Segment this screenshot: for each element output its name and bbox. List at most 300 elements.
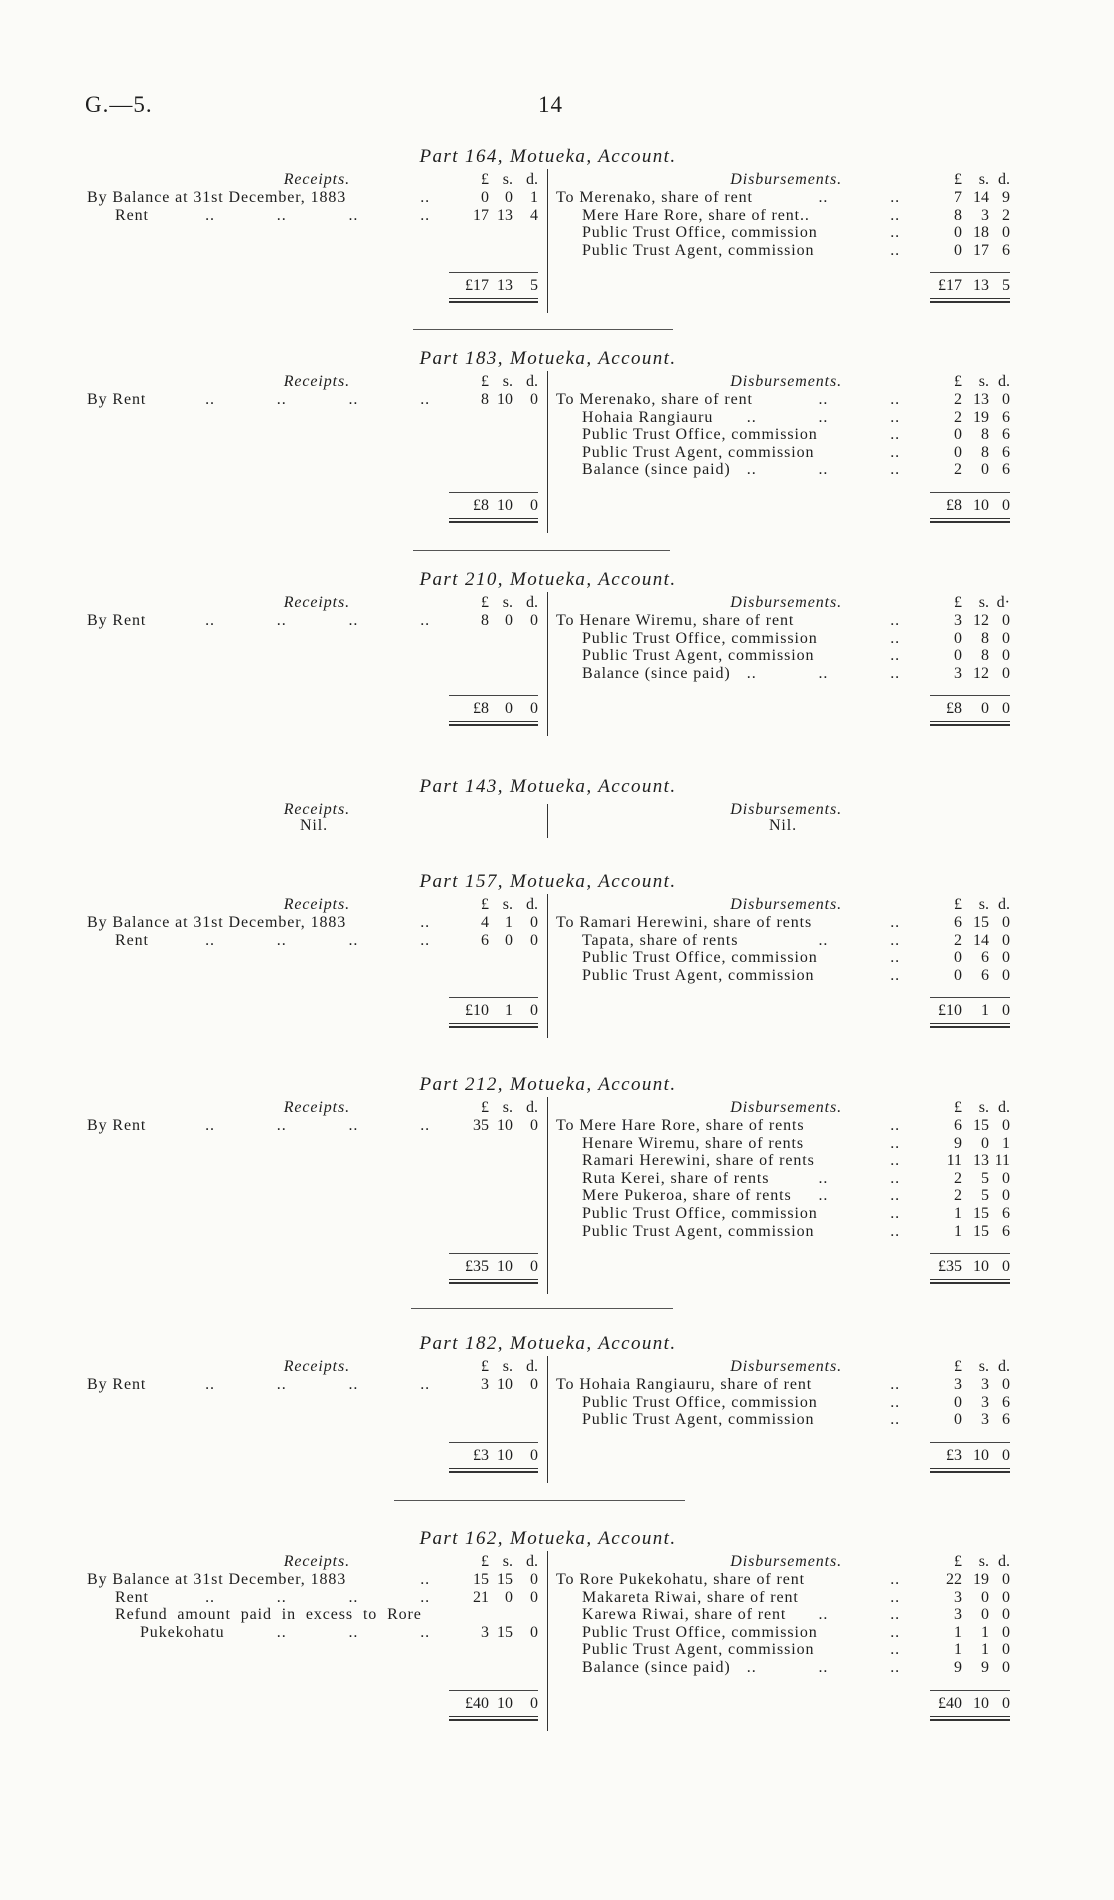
disbursements-total-shillings: 10 <box>973 1446 989 1464</box>
receipts-nil: Nil. <box>299 817 329 834</box>
disbursement-pounds: 0 <box>954 224 962 242</box>
leader-dots: .. <box>890 1571 900 1588</box>
receipts-total-shillings: 0 <box>505 700 513 718</box>
account-title: Part 212, Motueka, Account. <box>419 1074 677 1095</box>
disbursements-sum-rule <box>930 1442 1010 1443</box>
leader-dots: .. .. .. .. <box>205 612 430 629</box>
disbursement-pence: 1 <box>1002 1134 1010 1152</box>
disbursement-pounds: 6 <box>954 1117 962 1134</box>
disbursements-total-pounds: £17 <box>938 277 962 295</box>
disbursement-pence: 0 <box>1002 1606 1010 1624</box>
disbursement-pounds: 0 <box>954 443 962 461</box>
receipts-sum-rule <box>449 1253 538 1254</box>
receipt-pence: 0 <box>530 1623 538 1641</box>
leader-dots: .. .. .. .. <box>205 1117 430 1134</box>
column-divider <box>547 169 548 313</box>
disbursement-shillings: 12 <box>973 664 989 682</box>
account-title: Part 157, Motueka, Account. <box>419 871 677 892</box>
disbursement-pence: 6 <box>1002 408 1010 426</box>
disbursements-heading: Disbursements. <box>730 373 842 390</box>
receipts-heading: Receipts. <box>283 594 350 611</box>
column-divider <box>547 1356 548 1483</box>
leader-dots: .. <box>420 1571 430 1588</box>
receipts-total-pence: 0 <box>530 700 538 718</box>
leader-dots: .. <box>890 1134 900 1152</box>
leader-dots: .. <box>890 1588 900 1606</box>
receipts-total-pence: 0 <box>530 497 538 514</box>
disbursement-shillings: 8 <box>981 426 989 444</box>
receipts-heading: Receipts. <box>283 373 350 390</box>
disbursements-total-pence: 0 <box>1002 1258 1010 1276</box>
disbursement-shillings: 9 <box>981 1659 989 1676</box>
disbursement-pence: 0 <box>1002 629 1010 647</box>
receipt-pounds: 8 <box>481 391 489 408</box>
leader-dots: .. <box>890 1376 900 1393</box>
receipt-pence: 0 <box>530 1588 538 1606</box>
leader-dots: .. <box>890 443 900 461</box>
disbursement-shillings: 15 <box>973 1205 989 1222</box>
disbursement-shillings: 5 <box>981 1187 989 1205</box>
disbursement-pounds: 2 <box>954 391 962 408</box>
disbursements-heading: Disbursements. <box>730 1358 842 1375</box>
disbursement-pounds: 22 <box>946 1571 962 1588</box>
disbursement-pence: 0 <box>1002 1641 1010 1659</box>
column-divider <box>547 371 548 533</box>
receipt-pounds: 3 <box>481 1376 489 1393</box>
leader-dots: .. <box>890 1205 900 1222</box>
receipts-total-shillings: 1 <box>505 1002 513 1020</box>
disbursement-pence: 6 <box>1002 1411 1010 1429</box>
leader-dots: .. .. .. <box>746 664 900 682</box>
disbursements-sum-rule <box>930 1690 1010 1691</box>
disbursement-shillings: 13 <box>973 1152 989 1170</box>
disbursement-shillings: 3 <box>981 1393 989 1411</box>
receipts-heading: Receipts. <box>283 896 350 913</box>
disbursement-pounds: 3 <box>954 1606 962 1624</box>
disbursements-total-pounds: £8 <box>946 497 962 514</box>
account-separator <box>413 329 673 330</box>
receipts-total-pence: 0 <box>530 1258 538 1276</box>
receipt-pounds: 0 <box>481 189 489 206</box>
disbursement-pence: 9 <box>1002 189 1010 206</box>
receipts-pence-heading: d. <box>526 171 538 188</box>
disbursements-sum-rule <box>930 1253 1010 1254</box>
receipt-pence: 0 <box>530 931 538 949</box>
receipts-shillings-heading: s. <box>502 896 513 913</box>
disbursement-shillings: 8 <box>981 647 989 665</box>
receipt-shillings: 15 <box>497 1571 513 1588</box>
disbursement-pounds: 2 <box>954 1169 962 1187</box>
receipts-total-pounds: £17 <box>465 277 489 295</box>
disbursement-pence: 0 <box>1002 612 1010 629</box>
disbursement-pounds: 9 <box>954 1659 962 1676</box>
disbursement-pounds: 0 <box>954 629 962 647</box>
receipt-pounds: 6 <box>481 931 489 949</box>
receipt-shillings: 0 <box>505 189 513 206</box>
disbursement-line: Henare Wiremu, share of rents <box>582 1134 804 1152</box>
receipt-line: By Rent <box>87 1376 147 1393</box>
disbursements-total-pence: 0 <box>1002 1446 1010 1464</box>
receipts-heading: Receipts. <box>283 1553 350 1570</box>
disbursement-line: Public Trust Office, commission <box>582 1623 818 1641</box>
receipts-total-shillings: 10 <box>497 497 513 514</box>
disbursement-pounds: 1 <box>954 1641 962 1659</box>
receipt-line: Rent <box>115 931 149 949</box>
disbursement-shillings: 8 <box>981 629 989 647</box>
disbursements-pence-heading: d. <box>998 171 1010 188</box>
receipt-pounds: 35 <box>473 1117 489 1134</box>
receipts-pence-heading: d. <box>526 594 538 611</box>
receipts-shillings-heading: s. <box>502 171 513 188</box>
receipt-shillings: 10 <box>497 1376 513 1393</box>
receipt-pounds: 15 <box>473 1571 489 1588</box>
leader-dots: .. <box>890 647 900 665</box>
disbursements-shillings-heading: s. <box>978 1358 989 1375</box>
disbursement-pounds: 9 <box>954 1134 962 1152</box>
account-title: Part 183, Motueka, Account. <box>419 348 677 369</box>
receipts-total-shillings: 10 <box>497 1446 513 1464</box>
receipts-pence-heading: d. <box>526 373 538 390</box>
receipts-pounds-heading: £ <box>481 1358 489 1375</box>
receipts-total-shillings: 10 <box>497 1694 513 1712</box>
disbursement-shillings: 8 <box>981 443 989 461</box>
receipts-pounds-heading: £ <box>481 171 489 188</box>
disbursements-total-double-rule <box>930 298 1010 303</box>
receipts-pence-heading: d. <box>526 1358 538 1375</box>
receipt-line: By Balance at 31st December, 1883 <box>87 189 347 206</box>
disbursements-pence-heading: d. <box>998 1358 1010 1375</box>
disbursements-pence-heading: d. <box>998 1099 1010 1116</box>
leader-dots: .. <box>890 1393 900 1411</box>
disbursements-pence-heading: d. <box>998 896 1010 913</box>
disbursements-total-pence: 0 <box>1002 497 1010 514</box>
disbursements-total-double-rule <box>930 721 1010 726</box>
receipt-shillings: 0 <box>505 931 513 949</box>
disbursement-pence: 6 <box>1002 1393 1010 1411</box>
receipts-total-double-rule <box>449 518 538 523</box>
receipts-heading: Receipts. <box>283 1099 350 1116</box>
disbursement-shillings: 14 <box>973 189 989 206</box>
leader-dots: .. <box>890 1641 900 1659</box>
leader-dots: .. <box>890 224 900 242</box>
receipts-total-shillings: 10 <box>497 1258 513 1276</box>
column-divider <box>547 592 548 736</box>
leader-dots: .. <box>890 206 900 224</box>
disbursement-line: To Rore Pukekohatu, share of rent <box>556 1571 805 1588</box>
disbursement-shillings: 3 <box>981 206 989 224</box>
disbursement-pence: 0 <box>1002 1659 1010 1676</box>
leader-dots: .. <box>420 189 430 206</box>
disbursement-pence: 0 <box>1002 1376 1010 1393</box>
receipts-heading: Receipts. <box>283 171 350 188</box>
disbursement-pounds: 2 <box>954 931 962 949</box>
receipts-total-pounds: £3 <box>473 1446 489 1464</box>
receipts-total-pence: 0 <box>530 1446 538 1464</box>
disbursement-line: To Merenako, share of rent <box>556 189 753 206</box>
disbursement-shillings: 19 <box>973 408 989 426</box>
disbursement-pence: 6 <box>1002 241 1010 259</box>
disbursement-line: Balance (since paid) <box>582 664 731 682</box>
disbursement-shillings: 18 <box>973 224 989 242</box>
disbursement-pounds: 1 <box>954 1205 962 1222</box>
disbursement-line: Public Trust Office, commission <box>582 1205 818 1222</box>
disbursement-pence: 0 <box>1002 1187 1010 1205</box>
receipts-total-double-rule <box>449 298 538 303</box>
disbursement-pounds: 1 <box>954 1222 962 1240</box>
disbursements-total-pounds: £8 <box>946 700 962 718</box>
receipt-pence: 1 <box>530 189 538 206</box>
disbursements-total-pounds: £10 <box>938 1002 962 1020</box>
disbursement-pounds: 0 <box>954 1411 962 1429</box>
disbursements-pounds-heading: £ <box>954 1099 962 1116</box>
disbursements-shillings-heading: s. <box>978 171 989 188</box>
receipts-shillings-heading: s. <box>502 1553 513 1570</box>
leader-dots: .. <box>890 1623 900 1641</box>
receipts-total-double-rule <box>449 1279 538 1284</box>
disbursements-heading: Disbursements. <box>730 1553 842 1570</box>
disbursement-pence: 0 <box>1002 224 1010 242</box>
disbursement-pounds: 0 <box>954 949 962 967</box>
disbursement-shillings: 12 <box>973 612 989 629</box>
disbursement-pence: 0 <box>1002 1169 1010 1187</box>
account-separator <box>413 550 670 551</box>
disbursements-total-shillings: 0 <box>981 700 989 718</box>
disbursement-line: Ramari Herewini, share of rents <box>582 1152 815 1170</box>
leader-dots: .. .. .. .. <box>205 1588 430 1606</box>
disbursement-pence: 11 <box>994 1152 1010 1170</box>
disbursement-shillings: 0 <box>981 1134 989 1152</box>
disbursement-pounds: 7 <box>954 189 962 206</box>
disbursement-pence: 0 <box>1002 949 1010 967</box>
disbursement-line: To Mere Hare Rore, share of rents <box>556 1117 805 1134</box>
disbursements-heading: Disbursements. <box>730 1099 842 1116</box>
leader-dots: .. <box>890 1222 900 1240</box>
receipts-shillings-heading: s. <box>502 1099 513 1116</box>
disbursement-pence: 0 <box>1002 391 1010 408</box>
disbursements-total-double-rule <box>930 1279 1010 1284</box>
receipts-pence-heading: d. <box>526 1553 538 1570</box>
receipts-total-pence: 0 <box>530 1002 538 1020</box>
receipt-pence: 0 <box>530 1376 538 1393</box>
account-separator <box>394 1500 685 1501</box>
leader-dots: .. <box>420 914 430 931</box>
leader-dots: .. .. .. .. <box>205 391 430 408</box>
receipts-total-double-rule <box>449 1716 538 1721</box>
disbursement-line: Mere Pukeroa, share of rents <box>582 1187 792 1205</box>
receipts-total-pounds: £40 <box>465 1694 489 1712</box>
disbursements-nil: Nil. <box>768 817 798 834</box>
receipt-pence: 0 <box>530 391 538 408</box>
leader-dots: .. .. .. <box>276 1623 430 1641</box>
disbursement-shillings: 3 <box>981 1376 989 1393</box>
column-divider <box>547 894 548 1038</box>
receipt-pounds: 21 <box>473 1588 489 1606</box>
disbursement-shillings: 3 <box>981 1411 989 1429</box>
receipt-shillings: 13 <box>497 206 513 224</box>
disbursement-shillings: 1 <box>981 1623 989 1641</box>
disbursement-pounds: 0 <box>954 241 962 259</box>
disbursement-pence: 0 <box>1002 914 1010 931</box>
receipt-line: By Balance at 31st December, 1883 <box>87 1571 347 1588</box>
disbursements-pounds-heading: £ <box>954 1553 962 1570</box>
disbursement-pence: 0 <box>1002 664 1010 682</box>
receipt-shillings: 15 <box>497 1623 513 1641</box>
disbursement-line: Balance (since paid) <box>582 461 731 479</box>
disbursements-shillings-heading: s. <box>978 1553 989 1570</box>
receipts-total-pounds: £8 <box>473 497 489 514</box>
disbursement-shillings: 14 <box>973 931 989 949</box>
receipts-total-double-rule <box>449 1023 538 1028</box>
receipt-pence: 0 <box>530 612 538 629</box>
disbursements-total-pounds: £35 <box>938 1258 962 1276</box>
receipt-pounds: 3 <box>481 1623 489 1641</box>
disbursement-shillings: 17 <box>973 241 989 259</box>
disbursements-heading: Disbursements. <box>730 801 842 818</box>
disbursement-pence: 0 <box>1002 1571 1010 1588</box>
disbursement-shillings: 6 <box>981 949 989 967</box>
disbursement-line: To Hohaia Rangiauru, share of rent <box>556 1376 813 1393</box>
disbursement-shillings: 13 <box>973 391 989 408</box>
column-divider <box>547 1551 548 1731</box>
receipt-pounds: 4 <box>481 914 489 931</box>
disbursement-shillings: 15 <box>973 914 989 931</box>
disbursements-pence-heading: d. <box>998 373 1010 390</box>
disbursement-shillings: 15 <box>973 1117 989 1134</box>
leader-dots: .. <box>890 426 900 444</box>
leader-dots: .. <box>890 241 900 259</box>
disbursement-pounds: 0 <box>954 966 962 984</box>
leader-dots: .. .. .. <box>746 461 900 479</box>
receipts-pounds-heading: £ <box>481 373 489 390</box>
receipt-pence: 0 <box>530 1571 538 1588</box>
receipt-shillings: 0 <box>505 1588 513 1606</box>
disbursements-total-pence: 0 <box>1002 700 1010 718</box>
disbursement-pence: 0 <box>1002 1117 1010 1134</box>
disbursement-pounds: 3 <box>954 1588 962 1606</box>
disbursements-total-double-rule <box>930 1716 1010 1721</box>
disbursement-pence: 2 <box>1002 206 1010 224</box>
receipts-total-pounds: £8 <box>473 700 489 718</box>
disbursement-line: Public Trust Office, commission <box>582 1393 818 1411</box>
disbursements-pounds-heading: £ <box>954 373 962 390</box>
disbursement-shillings: 1 <box>981 1641 989 1659</box>
receipts-pounds-heading: £ <box>481 896 489 913</box>
receipts-heading: Receipts. <box>283 801 350 818</box>
disbursements-total-double-rule <box>930 1023 1010 1028</box>
disbursements-heading: Disbursements. <box>730 896 842 913</box>
disbursement-line: Balance (since paid) <box>582 1659 731 1676</box>
receipts-pence-heading: d. <box>526 1099 538 1116</box>
account-title: Part 162, Motueka, Account. <box>419 1528 677 1549</box>
leader-dots: .. <box>890 612 900 629</box>
disbursements-heading: Disbursements. <box>730 594 842 611</box>
receipt-line: Rent <box>115 206 149 224</box>
disbursement-line: Public Trust Agent, commission <box>582 1411 815 1429</box>
disbursements-pence-heading: d. <box>998 1553 1010 1570</box>
receipt-shillings: 10 <box>497 391 513 408</box>
disbursement-pounds: 2 <box>954 408 962 426</box>
leader-dots: .. .. .. <box>746 408 900 426</box>
account-title: Part 210, Motueka, Account. <box>419 569 677 590</box>
disbursements-pounds-heading: £ <box>954 594 962 611</box>
leader-dots: .. .. <box>818 1606 900 1624</box>
account-title: Part 164, Motueka, Account. <box>419 146 677 167</box>
disbursement-shillings: 5 <box>981 1169 989 1187</box>
disbursements-pence-heading: d· <box>996 594 1010 611</box>
disbursement-line: Tapata, share of rents <box>582 931 739 949</box>
account-title: Part 182, Motueka, Account. <box>419 1333 677 1354</box>
disbursements-total-pounds: £40 <box>938 1694 962 1712</box>
disbursement-line: To Ramari Herewini, share of rents <box>556 914 813 931</box>
receipts-total-double-rule <box>449 1468 538 1473</box>
receipt-pence: 0 <box>530 914 538 931</box>
receipts-sum-rule <box>449 1442 538 1443</box>
disbursements-shillings-heading: s. <box>978 373 989 390</box>
disbursements-total-shillings: 10 <box>973 497 989 514</box>
disbursement-pounds: 2 <box>954 1187 962 1205</box>
disbursement-line: Public Trust Agent, commission <box>582 966 815 984</box>
leader-dots: .. <box>890 949 900 967</box>
disbursements-total-pence: 0 <box>1002 1694 1010 1712</box>
receipt-pounds: 8 <box>481 612 489 629</box>
receipts-total-pounds: £10 <box>465 1002 489 1020</box>
receipts-pence-heading: d. <box>526 896 538 913</box>
receipts-sum-rule <box>449 1690 538 1691</box>
disbursement-pounds: 3 <box>954 1376 962 1393</box>
disbursement-line: Public Trust Agent, commission <box>582 443 815 461</box>
leader-dots: .. <box>890 914 900 931</box>
receipts-total-shillings: 13 <box>497 277 513 295</box>
disbursement-pence: 0 <box>1002 966 1010 984</box>
disbursements-total-shillings: 10 <box>973 1258 989 1276</box>
disbursement-line: Karewa Riwai, share of rent <box>582 1606 787 1624</box>
receipt-shillings: 10 <box>497 1117 513 1134</box>
disbursement-shillings: 0 <box>981 1588 989 1606</box>
receipts-shillings-heading: s. <box>502 1358 513 1375</box>
disbursement-line: Hohaia Rangiauru <box>582 408 714 426</box>
disbursement-pence: 6 <box>1002 461 1010 479</box>
parliamentary-paper-reference: G.—5. <box>85 92 153 117</box>
disbursement-pounds: 1 <box>954 1623 962 1641</box>
receipts-total-pence: 5 <box>530 277 538 295</box>
disbursement-pence: 0 <box>1002 931 1010 949</box>
disbursement-pence: 0 <box>1002 1588 1010 1606</box>
disbursement-pounds: 0 <box>954 426 962 444</box>
disbursements-sum-rule <box>930 492 1010 493</box>
disbursement-line: Public Trust Agent, commission <box>582 1222 815 1240</box>
disbursements-sum-rule <box>930 695 1010 696</box>
disbursement-pounds: 3 <box>954 612 962 629</box>
receipts-sum-rule <box>449 492 538 493</box>
disbursements-shillings-heading: s. <box>978 1099 989 1116</box>
leader-dots: .. .. <box>818 391 900 408</box>
disbursement-pence: 0 <box>1002 1623 1010 1641</box>
disbursement-pence: 6 <box>1002 443 1010 461</box>
leader-dots: .. .. .. <box>746 1659 900 1676</box>
column-divider <box>547 804 548 838</box>
receipts-total-pounds: £35 <box>465 1258 489 1276</box>
disbursements-total-pence: 0 <box>1002 1002 1010 1020</box>
disbursement-pounds: 2 <box>954 461 962 479</box>
leader-dots: .. .. <box>818 189 900 206</box>
disbursements-total-pounds: £3 <box>946 1446 962 1464</box>
disbursements-sum-rule <box>930 272 1010 273</box>
leader-dots: .. <box>890 1117 900 1134</box>
receipts-pounds-heading: £ <box>481 594 489 611</box>
leader-dots: .. .. <box>818 931 900 949</box>
receipts-total-double-rule <box>449 721 538 726</box>
receipt-pence: 0 <box>530 1117 538 1134</box>
